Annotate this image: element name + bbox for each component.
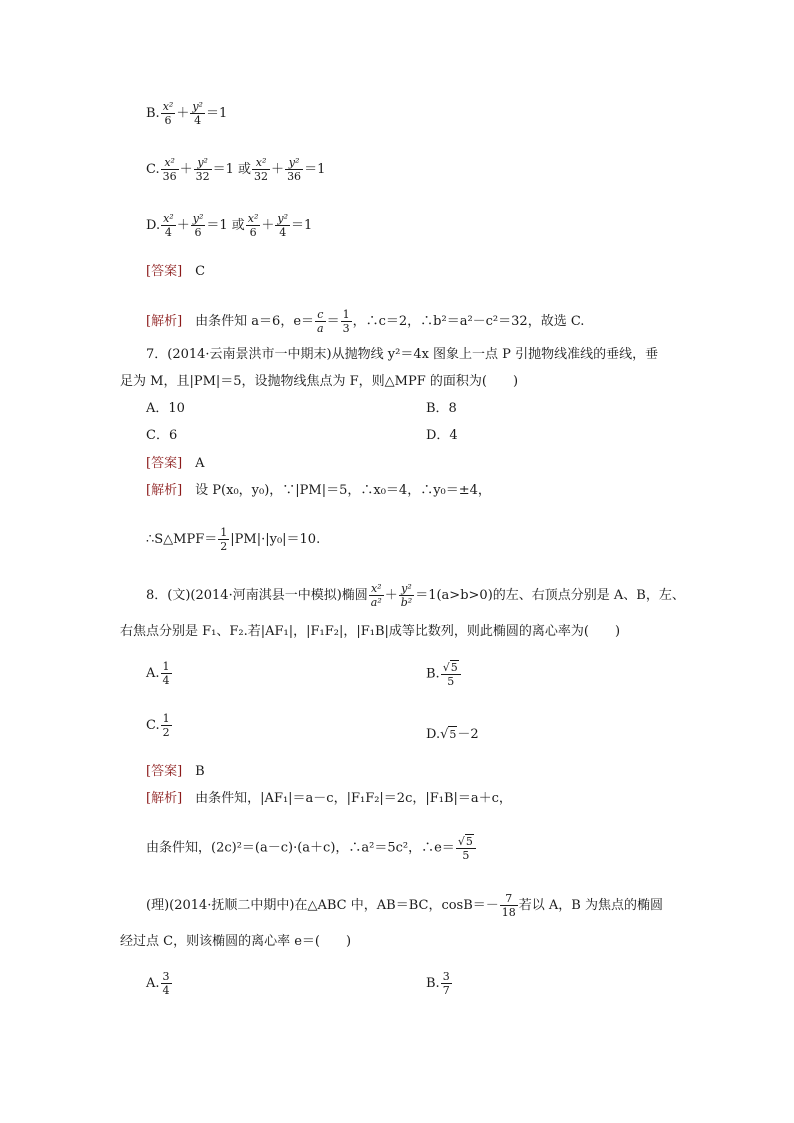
fraction xyxy=(285,156,303,183)
numerator: 1 xyxy=(342,308,350,321)
radicand: 5 xyxy=(450,661,458,674)
question-text: ＝1(a>b>0)的左、右顶点分别是 A、B，左、 xyxy=(415,588,685,603)
denominator: 5 xyxy=(447,675,455,688)
numerator: y² xyxy=(192,212,204,225)
fraction xyxy=(161,660,172,687)
q8li-option-b xyxy=(426,970,453,997)
denominator: 4 xyxy=(194,114,202,127)
fraction xyxy=(252,156,270,183)
denominator: 4 xyxy=(164,226,172,239)
numerator: x² xyxy=(161,156,179,170)
fraction xyxy=(399,582,414,609)
denominator: 32 xyxy=(254,170,269,183)
fraction xyxy=(218,526,229,553)
fraction xyxy=(441,660,461,688)
option-label: B. xyxy=(146,106,160,121)
analysis-text: 设 P(x₀，y₀)，∵|PM|＝5，∴x₀＝4，∴y₀＝±4， xyxy=(195,483,491,498)
option-label: A. xyxy=(146,976,160,991)
denominator: 32 xyxy=(195,170,210,183)
analysis-text: ，∴c＝2，∴b²＝a²－c²＝32，故选 C. xyxy=(352,314,585,329)
numerator: 3 xyxy=(162,970,170,983)
fraction xyxy=(275,212,290,239)
q8-question-line1: 8．(文)(2014·河南淇县一中模拟)椭圆 $\frac{\text{x²}}{\text{a²}}$ ＋ $\frac{\text{y²}}{\text{b²}}$ ＝1(a>b>0)的左、右顶点分别是 A、B，左、 xyxy=(146,582,685,609)
numerator: 1 xyxy=(220,526,228,539)
numerator xyxy=(441,660,461,675)
numerator: x² xyxy=(247,212,259,225)
q7-answer xyxy=(146,456,205,472)
denominator: 3 xyxy=(342,322,350,335)
analysis-tag: [解析] xyxy=(146,791,183,806)
fraction xyxy=(161,970,172,997)
fraction xyxy=(194,156,212,183)
analysis-text: 由条件知，|AF₁|＝a－c，|F₁F₂|＝2c，|F₁B|＝a＋c， xyxy=(195,791,512,806)
question-text: 若以 A，B 为焦点的椭圆 xyxy=(518,898,663,913)
fraction xyxy=(315,308,326,335)
analysis-text: 由条件知，(2c)²＝(a－c)·(a＋c)，∴a²＝5c²，∴e＝ xyxy=(146,840,455,856)
q8-option-a xyxy=(146,660,173,687)
q6-option-b: B. $\frac{\text{x²}}{6}$ ＋ $\frac{\text{y²}}{4}$ ＝1 xyxy=(146,100,228,127)
q7-option-d: D．4 xyxy=(426,428,458,443)
equals-sign: ＝ xyxy=(326,314,340,329)
sqrt-sign: √5 xyxy=(457,835,473,848)
answer-tag: [答案] xyxy=(146,264,183,279)
numerator: 1 xyxy=(162,712,170,725)
q8-option-b xyxy=(426,660,462,688)
q8li-question-line2: 经过点 C，则该椭圆的离心率 e＝( ) xyxy=(120,934,352,949)
equation-rest: ＝1 xyxy=(291,218,313,233)
numerator: 1 xyxy=(162,660,170,673)
answer-tag: [答案] xyxy=(146,764,183,779)
numerator: y² xyxy=(277,212,289,225)
option-label: D. xyxy=(146,218,161,233)
denominator: 18 xyxy=(501,906,516,919)
q8-analysis-line1 xyxy=(146,791,512,807)
denominator: 4 xyxy=(162,984,170,997)
q8-analysis-line2 xyxy=(146,834,477,862)
option-label: A. xyxy=(146,666,160,681)
numerator xyxy=(456,834,476,849)
denominator: 6 xyxy=(249,226,257,239)
q8li-question-line1 xyxy=(146,892,663,919)
numerator: y² xyxy=(192,100,203,113)
denominator: 4 xyxy=(279,226,287,239)
numerator: 7 xyxy=(500,892,518,906)
radicand: 5 xyxy=(465,835,473,848)
answer-value: A xyxy=(195,456,205,471)
fraction xyxy=(190,100,205,127)
option-rest: －2 xyxy=(457,727,479,742)
fraction xyxy=(341,308,352,335)
option-label: B. xyxy=(426,666,440,682)
q7-question-line1: 7．(2014·云南景洪市一中期末)从抛物线 y²＝4x 图象上一点 P 引抛物线准线的垂线，垂 xyxy=(146,347,659,362)
fraction xyxy=(500,892,518,919)
option-label: D. xyxy=(426,727,441,742)
denominator: 7 xyxy=(442,984,450,997)
fraction xyxy=(161,212,176,239)
denominator: b² xyxy=(400,596,413,609)
numerator: x² xyxy=(162,100,174,113)
denominator: a² xyxy=(370,596,382,609)
q6-analysis xyxy=(146,308,584,335)
q6-option-d: D. $\frac{\text{x²}}{4}$ ＋ $\frac{\text{y²}}{6}$ ＝1 或 $\frac{\text{x²}}{6}$ ＋ $\frac{\text{y²}}{4}$ ＝1 xyxy=(146,212,313,239)
q7-question-line2: 足为 M，且|PM|＝5，设抛物线焦点为 F，则△MPF 的面积为( ) xyxy=(120,374,519,389)
denominator: 5 xyxy=(462,849,470,862)
equation-mid: ＝1 或 xyxy=(212,162,252,177)
q7-analysis-line2 xyxy=(146,526,320,553)
answer-value: C xyxy=(195,264,206,279)
q8-option-d xyxy=(426,726,479,743)
denominator: 36 xyxy=(287,170,302,183)
denominator: 6 xyxy=(194,226,202,239)
sqrt-sign: √5 xyxy=(440,727,457,742)
q7-analysis-line1 xyxy=(146,483,491,499)
denominator: 6 xyxy=(164,114,172,127)
analysis-text: |PM|·|y₀|＝10. xyxy=(230,532,321,547)
q8-option-c xyxy=(146,712,173,739)
fraction xyxy=(161,156,179,183)
numerator: x² xyxy=(252,156,270,170)
denominator: 2 xyxy=(220,540,228,553)
numerator: y² xyxy=(194,156,212,170)
numerator: y² xyxy=(399,582,414,596)
denominator: 36 xyxy=(162,170,177,183)
numerator: 3 xyxy=(442,970,450,983)
q6-option-c: C. $\frac{\text{x²}}{36}$ ＋ $\frac{\text{y²}}{32}$ ＝1 或 $\frac{\text{x²}}{32}$ ＋ $\frac{\text{y²}}{36}$ ＝1 xyxy=(146,156,326,183)
fraction xyxy=(191,212,206,239)
fraction xyxy=(456,834,476,862)
analysis-text: 由条件知 a＝6，e＝ xyxy=(195,314,315,329)
q7-option-a: A．10 xyxy=(146,401,185,416)
denominator: a xyxy=(317,322,324,335)
fraction xyxy=(246,212,261,239)
answer-tag: [答案] xyxy=(146,456,183,471)
numerator: x² xyxy=(369,582,384,596)
fraction xyxy=(369,582,384,609)
analysis-tag: [解析] xyxy=(146,483,183,498)
radicand: 5 xyxy=(449,728,457,741)
denominator: 2 xyxy=(162,726,170,739)
equation-rest: ＝1 xyxy=(304,162,326,177)
sqrt-sign: √5 xyxy=(442,661,458,674)
fraction xyxy=(161,712,172,739)
question-text: (理)(2014·抚顺二中期中)在△ABC 中，AB＝BC，cosB＝－ xyxy=(146,898,499,913)
fraction xyxy=(441,970,452,997)
equation-rest: ＝1 xyxy=(205,106,228,121)
q6-answer xyxy=(146,264,205,280)
analysis-tag: [解析] xyxy=(146,314,183,329)
answer-value: B xyxy=(195,764,205,779)
analysis-text: ∴S△MPF＝ xyxy=(146,532,218,547)
q7-option-c: C．6 xyxy=(146,428,178,443)
numerator: y² xyxy=(285,156,303,170)
option-label: C. xyxy=(146,162,160,177)
question-text: 8．(文)(2014·河南淇县一中模拟)椭圆 xyxy=(146,588,368,603)
equation-mid: ＝1 或 xyxy=(206,218,245,233)
denominator: 4 xyxy=(162,674,170,687)
q8-question-line2: 右焦点分别是 F₁、F₂.若|AF₁|，|F₁F₂|，|F₁B|成等比数列，则此椭圆的离心率为( ) xyxy=(120,624,621,639)
numerator: c xyxy=(315,308,326,322)
fraction xyxy=(161,100,176,127)
q8-answer xyxy=(146,764,205,780)
numerator: x² xyxy=(163,212,174,225)
q8li-option-a xyxy=(146,970,173,997)
option-label: B. xyxy=(426,976,440,991)
q7-option-b: B．8 xyxy=(426,401,457,416)
option-label: C. xyxy=(146,718,160,733)
